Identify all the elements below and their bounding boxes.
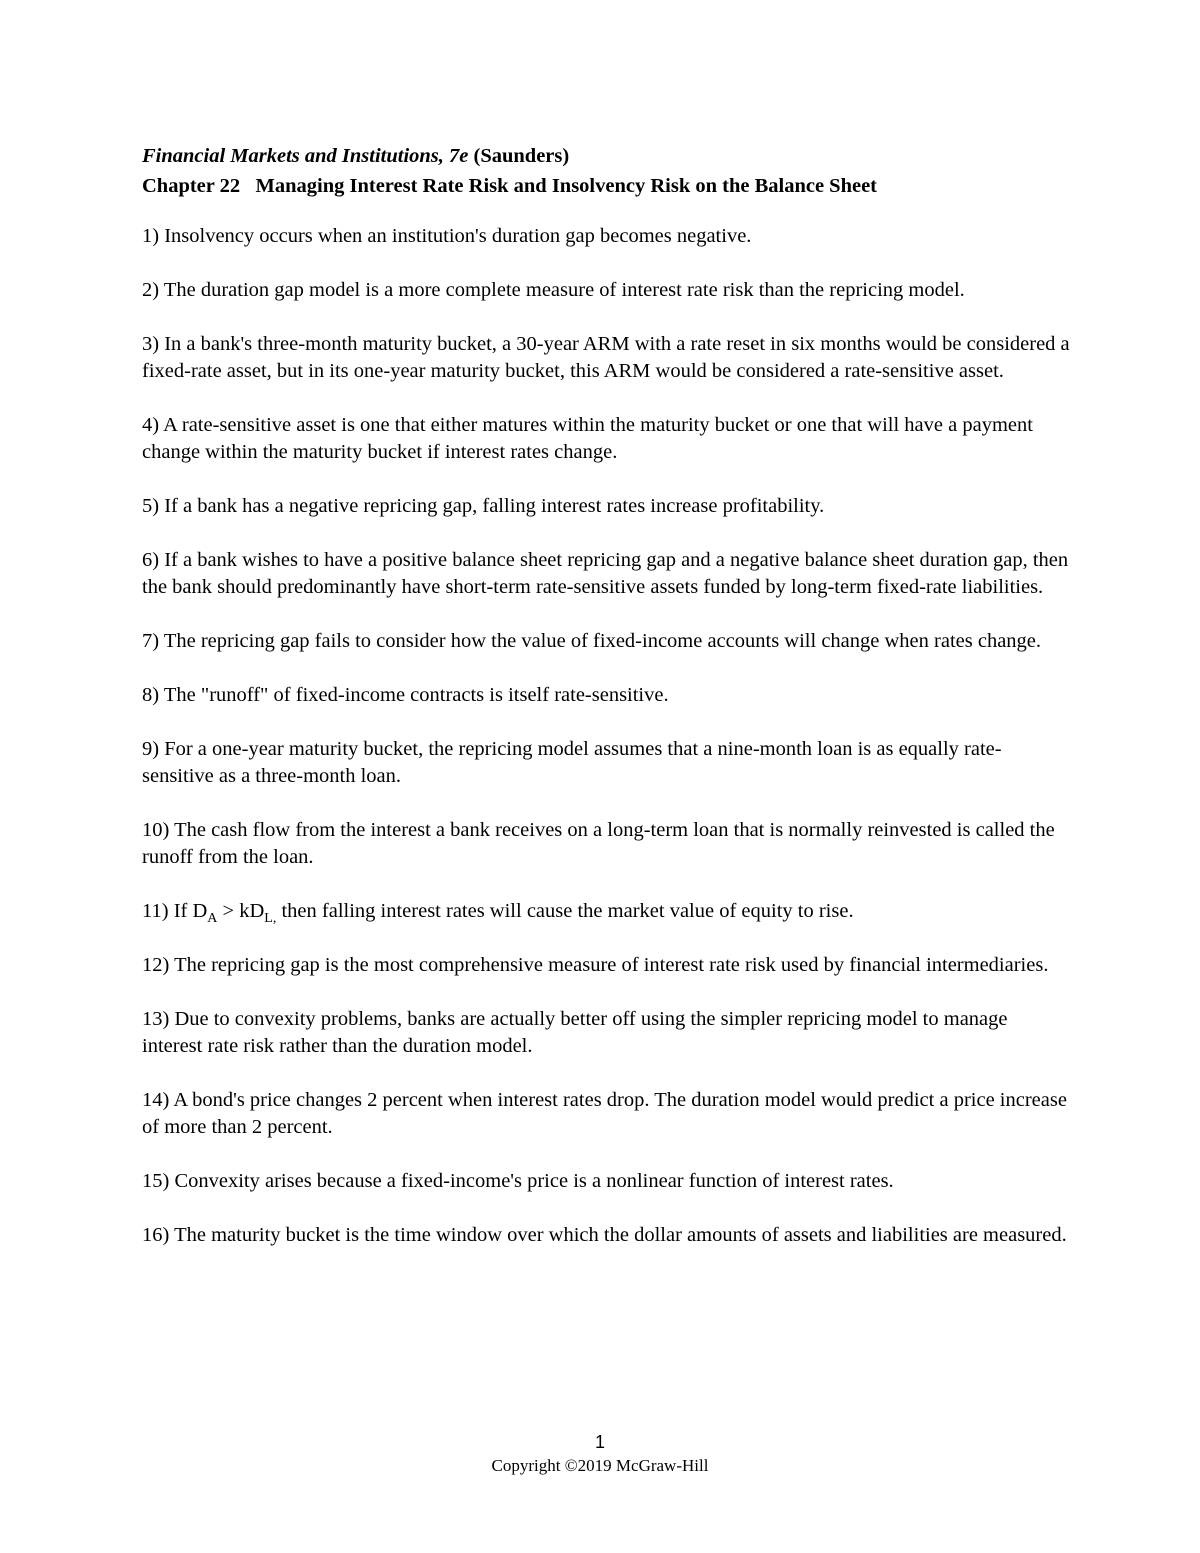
question-5: 5) If a bank has a negative repricing gap, falling interest rates increase profitability. [142, 495, 825, 517]
q11-sub-a: A [207, 911, 218, 926]
question-12: 12) The repricing gap is the most comprehensive measure of interest rate risk used by financial intermediaries. [142, 954, 1049, 976]
question-9: 9) For a one-year maturity bucket, the repricing model assumes that a nine-month loan is as equally rate-sensitive as a three-month loan. [142, 738, 1002, 787]
question-16: 16) The maturity bucket is the time window over which the dollar amounts of assets and liabilities are measured. [142, 1224, 1067, 1246]
page-number: 1 [594, 1432, 605, 1452]
question-list [142, 223, 1072, 1276]
q11-sub-l: L, [264, 911, 277, 926]
question-3: 3) In a bank's three-month maturity bucket, a 30-year ARM with a rate reset in six months would be considered a fixed-rate asset, but in its one-year maturity bucket, this ARM would be considered a rate-sensitive asset. [142, 333, 1070, 382]
question-11 [142, 898, 1072, 925]
page-footer [0, 1430, 1200, 1478]
book-line [142, 141, 1072, 171]
question-1: 1) Insolvency occurs when an institution's duration gap becomes negative. [142, 225, 752, 247]
question-4: 4) A rate-sensitive asset is one that either matures within the maturity bucket or one that will have a payment change within the maturity bucket if interest rates change. [142, 414, 1033, 463]
question-7: 7) The repricing gap fails to consider how the value of fixed-income accounts will change when rates change. [142, 630, 1042, 652]
question-14: 14) A bond's price changes 2 percent when interest rates drop. The duration model would predict a price increase of more than 2 percent. [142, 1089, 1067, 1138]
q11-prefix: 11) If D [142, 900, 208, 922]
question-15: 15) Convexity arises because a fixed-income's price is a nonlinear function of interest rates. [142, 1170, 894, 1192]
question-8: 8) The "runoff" of fixed-income contracts is itself rate-sensitive. [142, 684, 669, 706]
question-2: 2) The duration gap model is a more complete measure of interest rate risk than the repricing model. [142, 279, 965, 301]
book-title: Financial Markets and Institutions, 7e [142, 145, 469, 167]
q11-suffix: then falling interest rates will cause the market value of equity to rise. [276, 900, 854, 922]
book-author: (Saunders) [468, 145, 570, 167]
copyright-notice: Copyright ©2019 McGraw-Hill [491, 1456, 709, 1475]
document-header [142, 141, 1072, 201]
q11-middle: > kD [217, 900, 265, 922]
question-13: 13) Due to convexity problems, banks are actually better off using the simpler repricing model to manage interest rate risk rather than the duration model. [142, 1008, 1008, 1057]
question-10: 10) The cash flow from the interest a bank receives on a long-term loan that is normally reinvested is called the runoff from the loan. [142, 819, 1055, 868]
question-6: 6) If a bank wishes to have a positive balance sheet repricing gap and a negative balance sheet duration gap, then the bank should predominantly have short-term rate-sensitive assets funded by long-term fixed-rate liabilities. [142, 549, 1069, 598]
chapter-title: Chapter 22 Managing Interest Rate Risk and Insolvency Risk on the Balance Sheet [142, 175, 878, 197]
